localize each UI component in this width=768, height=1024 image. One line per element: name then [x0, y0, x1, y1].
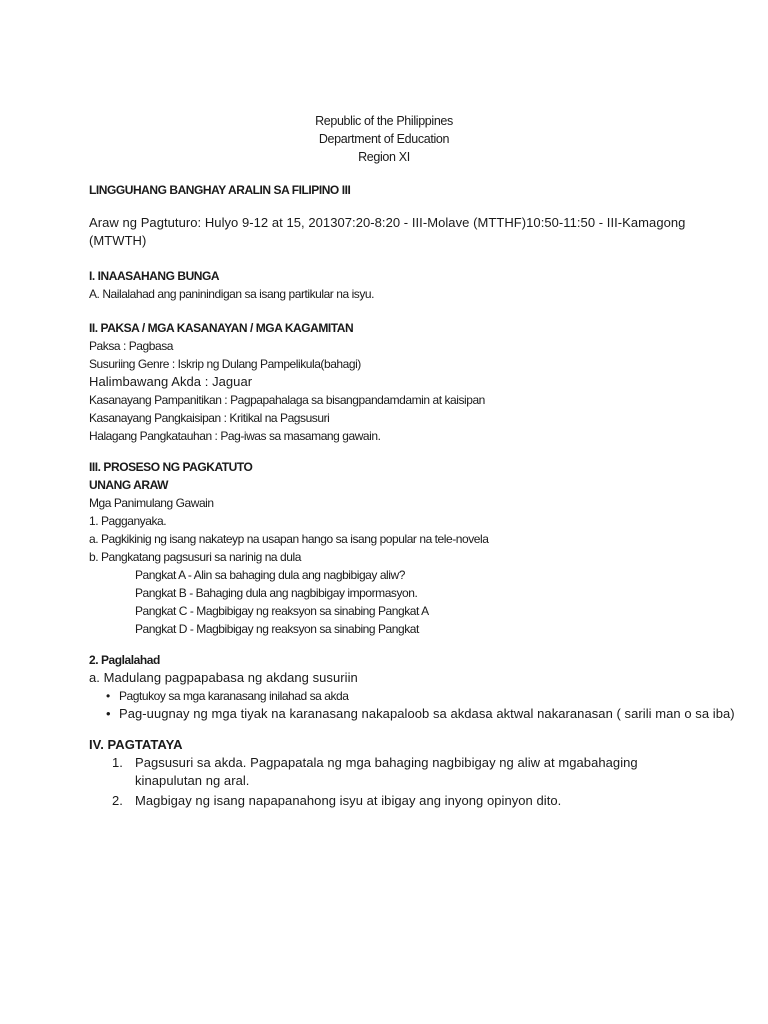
step-2: 2. Paglalahad — [89, 653, 160, 667]
paksa-line: Paksa : Pagbasa — [89, 339, 173, 353]
document-title: LINGGUHANG BANGHAY ARALIN SA FILIPINO III — [89, 183, 351, 197]
pagtataya-item-2 — [89, 792, 689, 810]
group-c: Pangkat C - Magbibigay ng reaksyon sa sinabing Pangkat A — [135, 604, 429, 618]
section-3-subheading: UNANG ARAW — [89, 478, 169, 492]
item-number: 1. — [112, 755, 123, 770]
bullet-item — [89, 705, 735, 723]
bullet-text: Pag-uugnay ng mga tiyak na karanasang nakapaloob sa akdasa aktwal nakaranasan ( sarili man o sa iba) — [119, 706, 735, 721]
schedule-line-2: (MTWTH) — [89, 233, 147, 248]
section-paksa — [89, 319, 689, 445]
step-1a: a. Pagkikinig ng isang nakateyp na usapan hango sa isang popular na tele-novela — [89, 532, 489, 546]
bullet-icon: • — [106, 706, 111, 721]
header-department: Department of Education — [318, 132, 450, 146]
section-1-item: A. Nailalahad ang paninindigan sa isang partikular na isyu. — [89, 287, 374, 301]
intro-line: Mga Panimulang Gawain — [89, 496, 214, 510]
bullet-icon: • — [106, 689, 110, 703]
group-d: Pangkat D - Magbibigay ng reaksyon sa sinabing Pangkat — [135, 622, 419, 636]
item-text: Pagsusuri sa akda. Pagpapatala ng mga bahaging nagbibigay ng aliw at mgabahaging kinapulutan ng aral. — [135, 755, 638, 788]
section-4-heading: IV. PAGTATAYA — [89, 737, 183, 752]
item-number: 2. — [112, 793, 123, 808]
section-3-heading: III. PROSESO NG PAGKATUTO — [89, 460, 253, 474]
header-region: Region XI — [358, 150, 410, 164]
pangkaisipan-line: Kasanayang Pangkaisipan : Kritikal na Pagsusuri — [89, 411, 330, 425]
pagtataya-item-1 — [89, 754, 689, 790]
pangkatauhan-line: Halagang Pangkatauhan : Pag-iwas sa masamang gawain. — [89, 429, 381, 443]
bullet-item — [89, 687, 689, 705]
section-pagtataya — [89, 736, 689, 810]
akda-line: Halimbawang Akda : Jaguar — [89, 374, 253, 389]
header-republic: Republic of the Philippines — [315, 114, 453, 128]
step-2a: a. Madulang pagpapabasa ng akdang susuriin — [89, 670, 358, 685]
document-body — [89, 181, 689, 199]
document-header — [0, 112, 768, 166]
section-proseso — [89, 458, 689, 638]
pampanitikan-line: Kasanayang Pampanitikan : Pagpapahalaga sa bisangpandamdamin at kaisipan — [89, 393, 485, 407]
group-a: Pangkat A - Alin sa bahaging dula ang nagbibigay aliw? — [135, 568, 405, 582]
schedule-block — [89, 214, 689, 250]
section-1-heading: I. INAASAHANG BUNGA — [89, 269, 220, 283]
genre-line: Susuriing Genre : Iskrip ng Dulang Pampelikula(bahagi) — [89, 357, 361, 371]
step-1: 1. Pagganyaka. — [89, 514, 167, 528]
section-inaasahang-bunga — [89, 267, 689, 303]
group-b: Pangkat B - Bahaging dula ang nagbibigay impormasyon. — [135, 586, 418, 600]
section-2-heading: II. PAKSA / MGA KASANAYAN / MGA KAGAMITAN — [89, 321, 354, 335]
item-text: Magbigay ng isang napapanahong isyu at ibigay ang inyong opinyon dito. — [135, 793, 562, 808]
bullet-text: Pagtukoy sa mga karanasang inilahad sa akda — [119, 689, 349, 703]
schedule-line-1: Araw ng Pagtuturo: Hulyo 9-12 at 15, 201307:20-8:20 - III-Molave (MTTHF)10:50-11:50 - III-Kamagong — [89, 215, 686, 230]
step-1b: b. Pangkatang pagsusuri sa narinig na dula — [89, 550, 301, 564]
section-paglalahad — [89, 651, 735, 723]
